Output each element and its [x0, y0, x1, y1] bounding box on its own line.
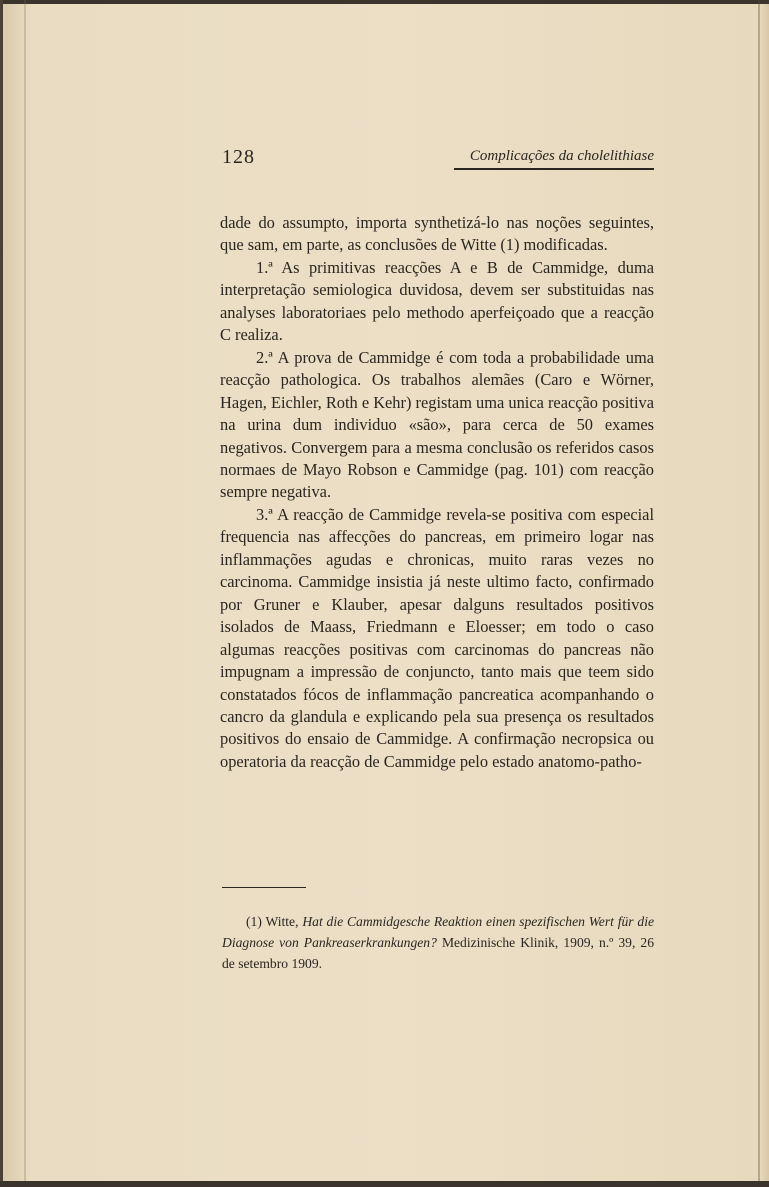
footnote-marker: (1) — [246, 914, 262, 929]
running-head: Complicações da cholelithiase — [469, 148, 654, 164]
page-header — [222, 146, 654, 172]
page-number: 128 — [222, 146, 255, 168]
page-top-edge — [0, 0, 769, 4]
header-rule — [454, 168, 654, 170]
paragraph-point-1: 1.ª As primitivas reacções A e B de Cammidge, duma interpretação semiologica duvidosa, devem ser substituidas nas analyses laboratoriaes pelo methodo aperfeiçoado que a reacção C realiza. — [220, 257, 654, 345]
paragraph-continuation: dade do assumpto, importa synthetizá-lo nas noções seguintes, que sam, em parte, as conclusões de Witte (1) modificadas. — [220, 213, 654, 255]
footnote-title: Hat die Cammidgesche Reaktion einen spezifischen Wert für die Diagnose von Pankreaserkrankungen? — [222, 914, 654, 950]
footnote-author: Witte, — [265, 914, 299, 929]
footnote — [222, 911, 654, 974]
footnote-rule — [222, 887, 306, 888]
paragraph-point-3: 3.ª A reacção de Cammidge revela-se positiva com especial frequencia nas affecções do pancreas, em primeiro logar nas inflammações agudas e chronicas, muito raras vezes no carcinoma. Cammidge insistia já neste ultimo facto, confirmado por Gruner e Klauber, apesar dalguns resultados positivos isolados de Maass, Friedmann e Eloesser; em todo o caso algumas reacções positivas com carcinomas do pancreas não impugnam a impressão de conjuncto, tanto mais que teem sido constatados fócos de inflammação pancreatica acompanhando o cancro da glandula e explicando pela sua presença os resultados positivos do ensaio de Cammidge. A confirmação necropsica ou operatoria da reacção de Cammidge pelo estado anatomo-patho- — [220, 504, 654, 771]
page-left-fold — [24, 0, 26, 1187]
page-left-edge — [0, 0, 3, 1187]
page-right-fold — [758, 0, 760, 1187]
footnote-source: Medizinische Klinik, 1909, n.º 39, 26 de setembro 1909. — [222, 935, 654, 971]
page-bottom-edge — [0, 1181, 769, 1187]
paragraph-point-2: 2.ª A prova de Cammidge é com toda a probabilidade uma reacção pathologica. Os trabalhos alemães (Caro e Wörner, Hagen, Eichler, Roth e Kehr) registam uma unica reacção positiva na urina dum individuo «são», para cerca de 50 exames negativos. Convergem para a mesma conclusão os referidos casos normaes de Mayo Robson e Cammidge (pag. 101) com reacção sempre negativa. — [220, 347, 654, 502]
body-text — [220, 212, 654, 773]
